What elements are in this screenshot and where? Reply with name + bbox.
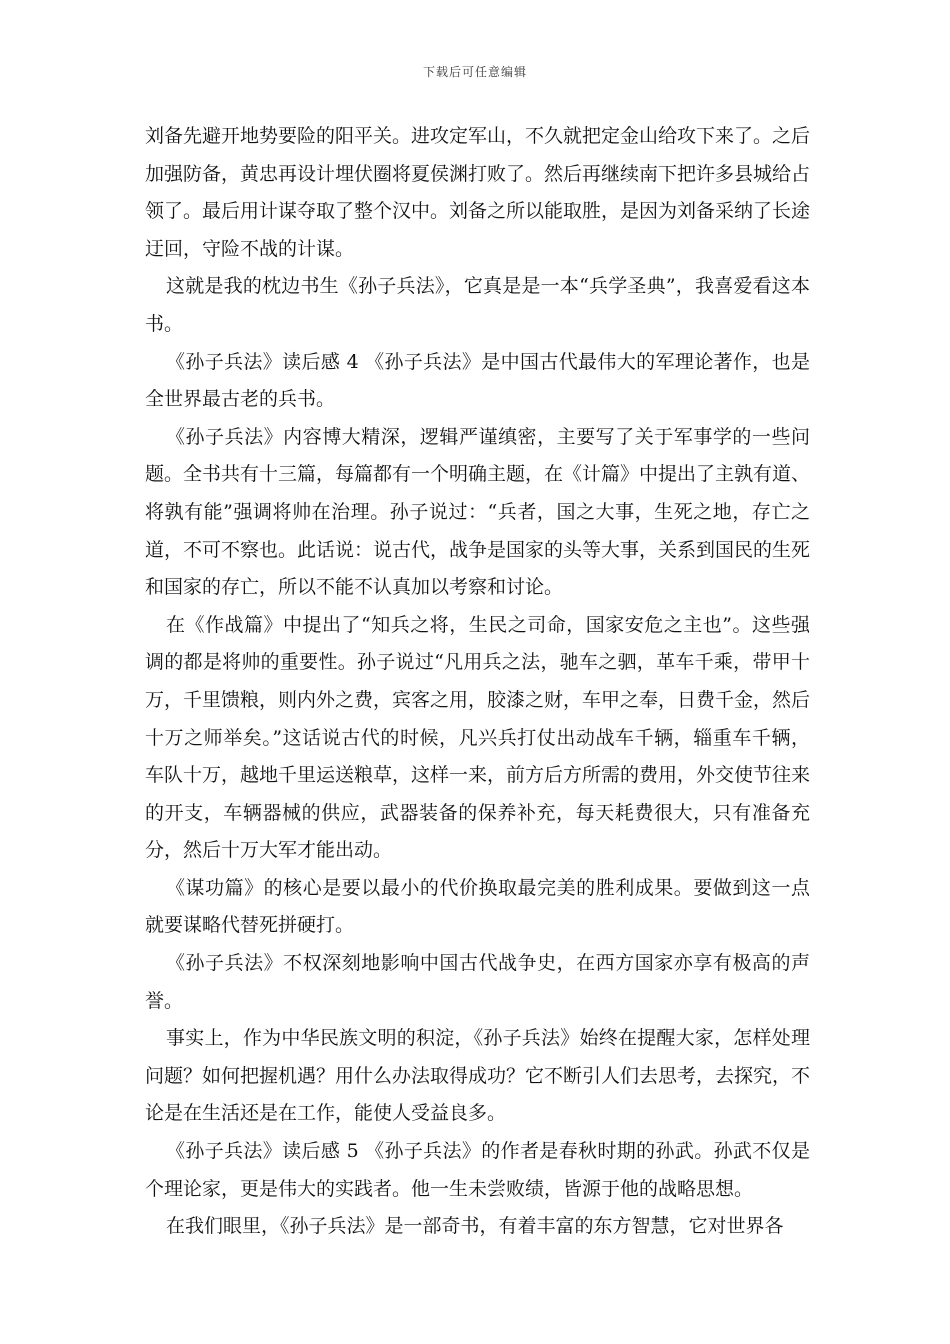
paragraph-1: 刘备先避开地势要险的阳平关。进攻定军山，不久就把定金山给攻下来了。之后加强防备，黄忠再设计埋伏圈将夏侯渊打败了。然后再继续南下把许多县城给占领了。最后用计谋夺取了整个汉中。刘备之所以能取胜，是因为刘备采纳了长途迂回，守险不战的计谋。 [145,125,811,260]
paragraph-3: 《孙子兵法》读后感 4 《孙子兵法》是中国古代最伟大的军理论著作，也是全世界最古老的兵书。 [145,350,810,411]
document-body [145,118,810,1246]
paragraph-8: 事实上，作为中华民族文明的积淀，《孙子兵法》始终在提醒大家，怎样处理问题？如何把握机遇？用什么办法取得成功？它不断引人们去思考，去探究，不论是在生活还是在工作，能使人受益良多。 [145,1027,811,1125]
paragraph-7: 《孙子兵法》不权深刻地影响中国古代战争史，在西方国家亦享有极高的声誉。 [145,952,810,1012]
paragraph-2: 这就是我的枕边书生《孙子兵法》，它真是是一本“兵学圣典”，我喜爱看这本书。 [145,275,810,335]
paragraph-6: 《谋功篇》的核心是要以最小的代价换取最完美的胜利成果。要做到这一点就要谋略代替死拼硬打。 [145,876,810,937]
paragraph-10: 在我们眼里，《孙子兵法》是一部奇书，有着丰富的东方智慧，它对世界各 [166,1215,784,1238]
paragraph-5: 在《作战篇》中提出了“知兵之将，生民之司命，国家安危之主也”。这些强调的都是将帅的重要性。孙子说过“凡用兵之法，驰车之驷，革车千乘，带甲十万，千里馈粮，则内外之费，宾客之用，胶漆之财，车甲之奉，日费千金，然后十万之师举矣。”这话说古代的时候，凡兴兵打仗出动战车千辆，辎重车千辆，车队十万，越地千里运送粮草，这样一来，前方后方所需的费用，外交使节往来的开支，车辆器械的供应，武器装备的保养补充，每天耗费很大，只有准备充分，然后十万大军才能出动。 [145,613,811,862]
paragraph-4: 《孙子兵法》内容博大精深，逻辑严谨缜密，主要写了关于军事学的一些问题。全书共有十三篇，每篇都有一个明确主题，在《计篇》中提出了主孰有道、将孰有能”强调将帅在治理。孙子说过：“兵者，国之大事，生死之地，存亡之道，不可不察也。此话说：说古代，战争是国家的头等大事，关系到国民的生死和国家的存亡，所以不能不认真加以考察和讨论。 [145,425,811,599]
paragraph-9: 《孙子兵法》读后感 5 《孙子兵法》的作者是春秋时期的孙武。孙武不仅是个理论家，更是伟大的实践者。他一生未尝败绩，皆源于他的战略思想。 [145,1140,810,1200]
page-header: 下载后可任意编辑 [422,65,527,79]
